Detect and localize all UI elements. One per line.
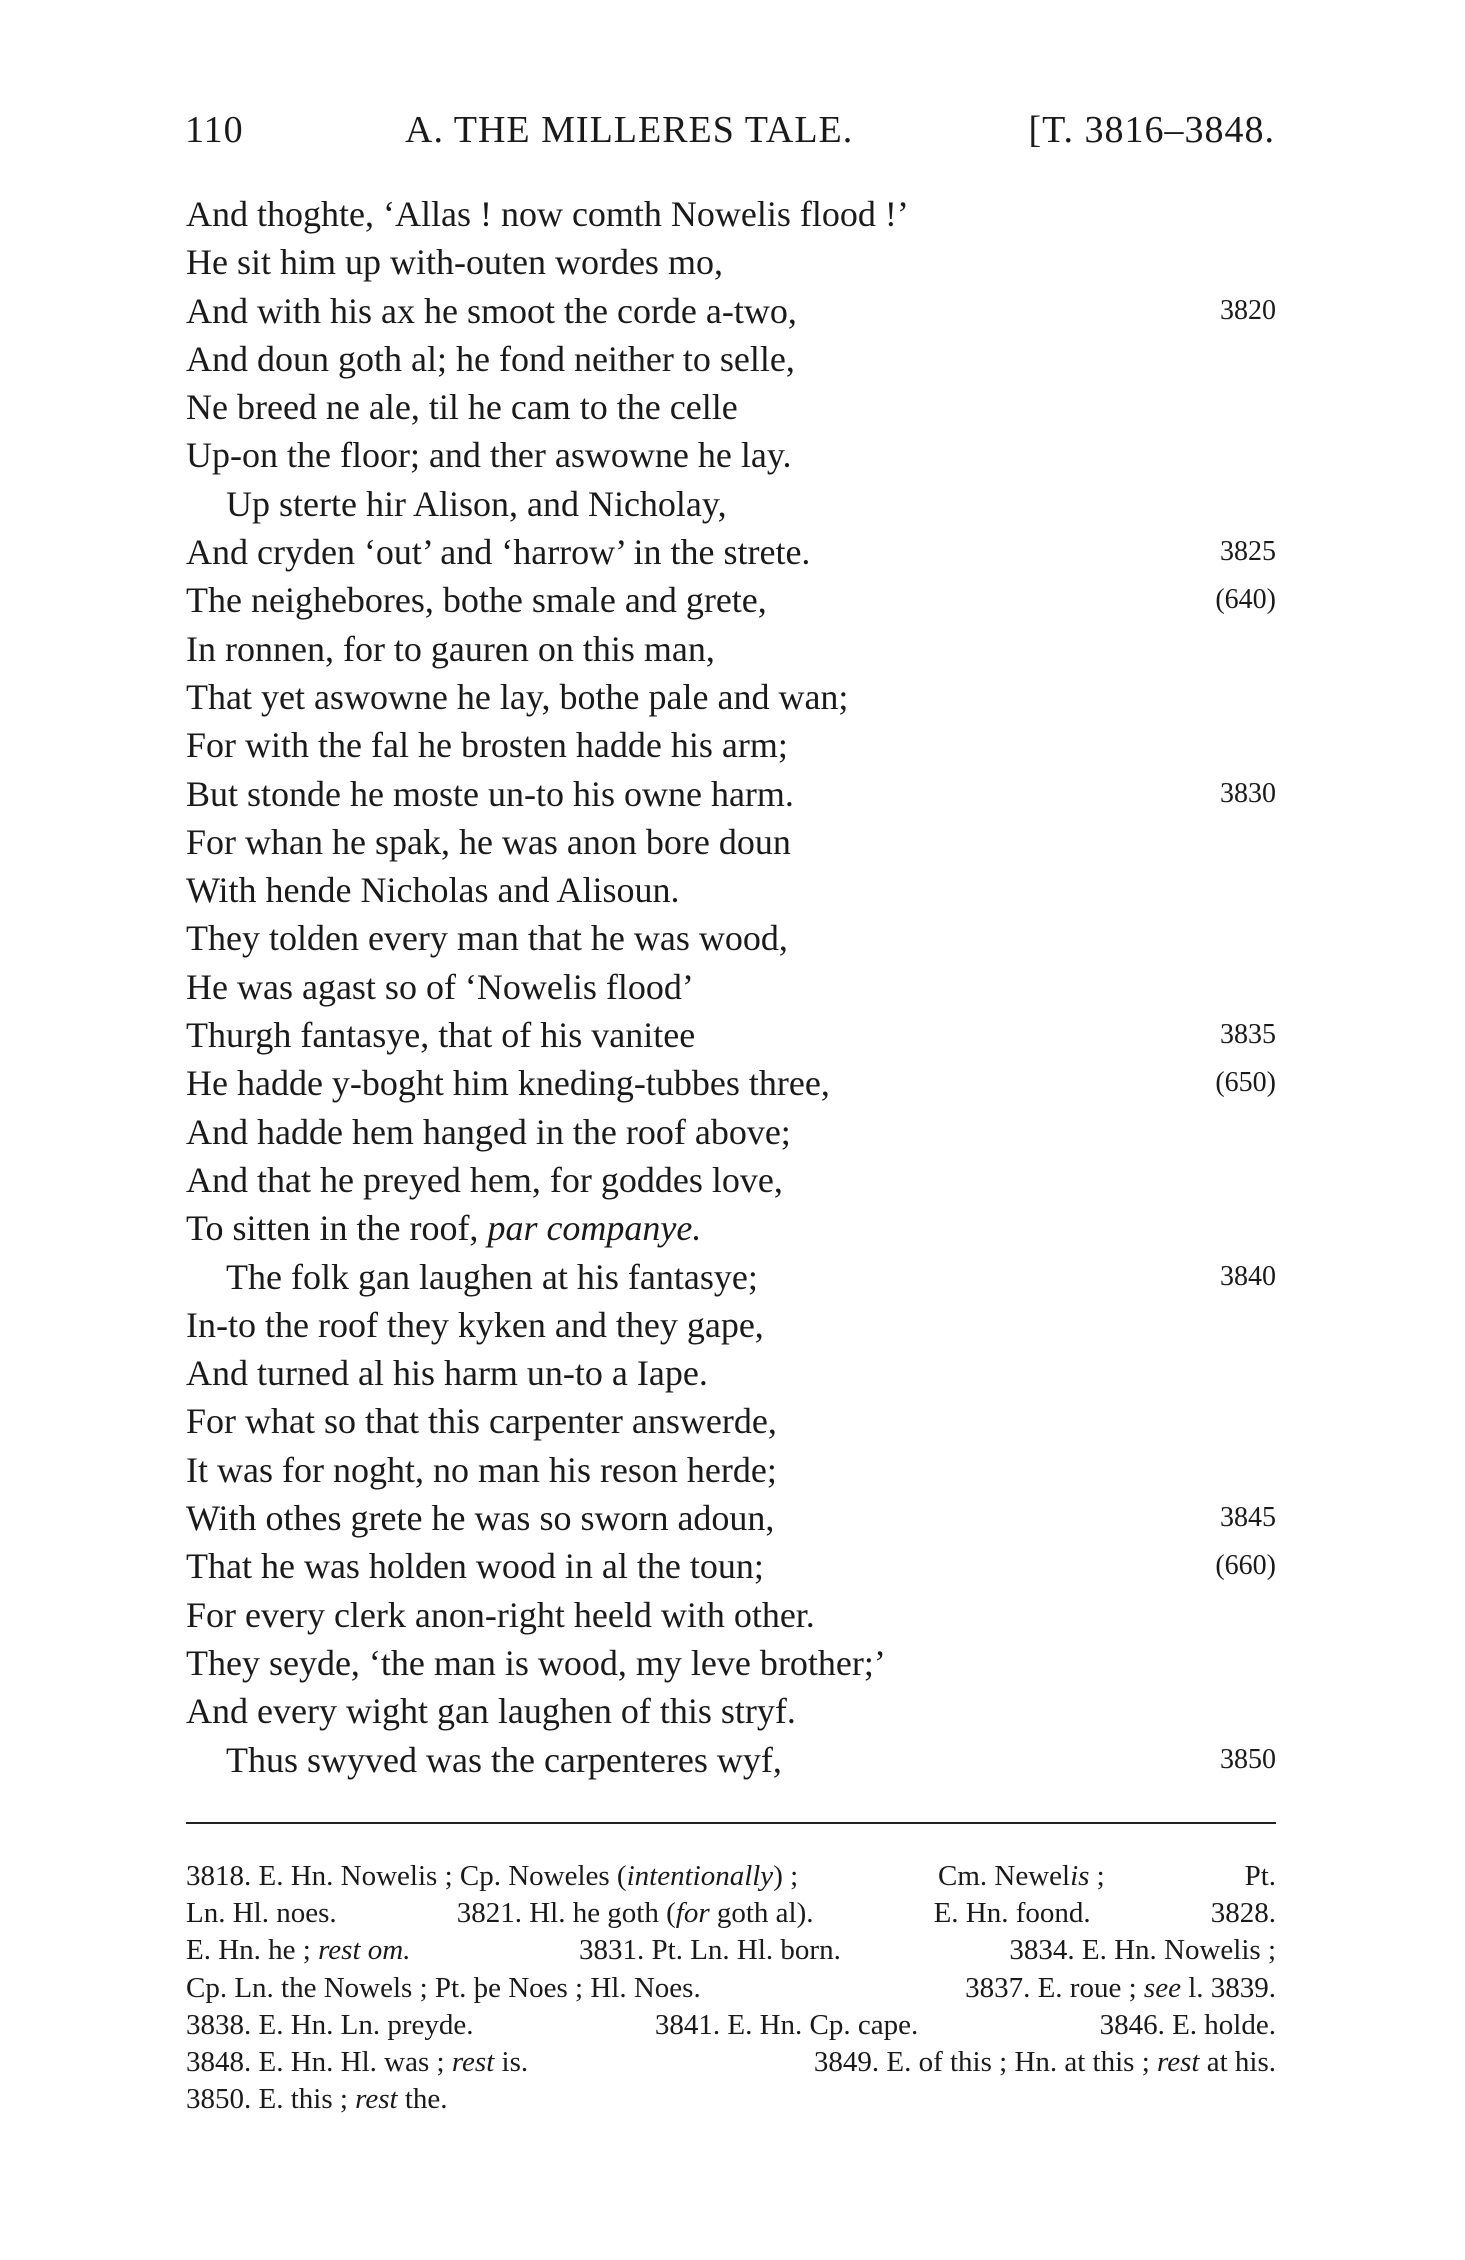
poem-line-text: Ne breed ne ale, til he cam to the celle [186, 387, 738, 428]
poem-line [186, 528, 1276, 576]
poem-line-text: In ronnen, for to gauren on this man, [186, 628, 715, 669]
poem-line [186, 1687, 1276, 1735]
footnote-line [186, 1895, 1276, 1932]
line-range: [T. 3816–3848. [1028, 109, 1275, 151]
poem-line-text: That yet aswowne he lay, bothe pale and wan; [186, 676, 849, 717]
poem-line [186, 1639, 1276, 1687]
poem-line-text: He sit him up with-outen wordes mo, [186, 242, 723, 283]
poem-line-text: And hadde hem hanged in the roof above; [186, 1111, 791, 1152]
line-number: 3840 [1220, 1260, 1276, 1292]
poem-line [186, 287, 1276, 335]
poem-line [186, 238, 1276, 286]
poem-line [186, 721, 1276, 769]
footnote-italic: rest [355, 2083, 398, 2116]
poem-text [186, 190, 1276, 1784]
footnote-entry: 3837. E. roue ; see l. 3839. [965, 1971, 1276, 2004]
poem-line-text: But stonde he moste un-to his owne harm. [186, 773, 794, 814]
poem-line [186, 431, 1276, 479]
poem-line-text: For what so that this carpenter answerde, [186, 1401, 777, 1442]
poem-line-text: It was for noght, no man his reson herde; [186, 1449, 777, 1490]
footnote-line [186, 2044, 1276, 2081]
footnote-entry: 3834. E. Hn. Nowelis ; [1009, 1934, 1276, 1967]
footnote-entry: Pt. [1244, 1860, 1276, 1892]
poem-line-text: He was agast so of ‘Nowelis flood’ [186, 966, 694, 1007]
poem-line [186, 1059, 1276, 1107]
italic-phrase: par companye. [487, 1208, 702, 1249]
footnote-entry: 3821. Hl. he goth (for goth al). [456, 1897, 814, 1930]
poem-line-text: Thurgh fantasye, that of his vanitee [186, 1015, 696, 1056]
poem-line [186, 1446, 1276, 1494]
footnote-line [186, 1970, 1276, 2007]
poem-line [186, 1397, 1276, 1445]
footnote-entry: Ln. Hl. noes. [186, 1897, 337, 1930]
poem-line-text: Up sterte hir Alison, and Nicholay, [226, 483, 727, 524]
poem-line [186, 914, 1276, 962]
poem-line [186, 1108, 1276, 1156]
footnote-entry: 3841. E. Hn. Cp. cape. [654, 2008, 919, 2041]
poem-line-text: In-to the roof they kyken and they gape, [186, 1304, 764, 1345]
footnote-italic: for [675, 1897, 710, 1930]
poem-line [186, 335, 1276, 383]
poem-line [186, 190, 1276, 238]
poem-line [186, 1494, 1276, 1542]
footnote-entry: Cp. Ln. the Nowels ; Pt. þe Noes ; Hl. Noes. [186, 1971, 701, 2004]
poem-line [186, 1349, 1276, 1397]
poem-line [186, 1011, 1276, 1059]
page-number: 110 [185, 109, 244, 151]
poem-line [186, 1156, 1276, 1204]
line-number: 3845 [1220, 1502, 1276, 1534]
poem-line [186, 1253, 1276, 1301]
footnote-entry: 3846. E. holde. [1099, 2008, 1276, 2041]
line-number: 3830 [1220, 777, 1276, 809]
footnote-line [186, 1932, 1276, 1969]
running-header [185, 108, 1275, 152]
poem-line-text: And doun goth al; he fond neither to selle, [186, 338, 795, 379]
poem-line-text: They seyde, ‘the man is wood, my leve brother;’ [186, 1642, 886, 1683]
footnote-entry: 3828. [1210, 1897, 1276, 1930]
poem-line-text: To sitten in the roof, par companye. [186, 1208, 702, 1249]
poem-line-text: Up-on the floor; and ther aswowne he lay. [186, 435, 792, 476]
footnote-italic: rest [1157, 2045, 1200, 2078]
footnote-line [186, 2007, 1276, 2044]
poem-line [186, 963, 1276, 1011]
poem-line-text: For whan he spak, he was anon bore doun [186, 821, 791, 862]
poem-line-text: For every clerk anon-right heeld with other. [186, 1594, 815, 1635]
footnote-entry: 3838. E. Hn. Ln. preyde. [186, 2008, 474, 2041]
poem-line-text: Thus swyved was the carpenteres wyf, [226, 1739, 782, 1780]
poem-line [186, 576, 1276, 624]
poem-line-text: And cryden ‘out’ and ‘harrow’ in the strete. [186, 532, 811, 573]
footnote-divider [186, 1822, 1276, 1824]
poem-line [186, 480, 1276, 528]
footnote-italic: is [1070, 1860, 1090, 1892]
poem-line [186, 866, 1276, 914]
line-number: 3835 [1220, 1019, 1276, 1051]
poem-line [186, 770, 1276, 818]
footnote-entry: 3831. Pt. Ln. Hl. born. [579, 1934, 841, 1967]
poem-line-text: And every wight gan laughen of this stryf. [186, 1691, 796, 1732]
footnote-entry: E. Hn. foond. [933, 1897, 1091, 1930]
poem-line-text: For with the fal he brosten hadde his arm; [186, 725, 788, 766]
line-number: 3820 [1220, 294, 1276, 326]
poem-line [186, 625, 1276, 673]
poem-line [186, 1591, 1276, 1639]
line-number: (640) [1215, 584, 1276, 616]
poem-line-text: And turned al his harm un-to a Iape. [186, 1353, 708, 1394]
footnote-entry: E. Hn. he ; rest om. [186, 1934, 411, 1967]
footnote-line [186, 1858, 1276, 1895]
poem-line [186, 383, 1276, 431]
footnote-entry: 3818. E. Hn. Nowelis ; Cp. Noweles (intentionally) ; [186, 1860, 799, 1892]
poem-line [186, 1301, 1276, 1349]
poem-line [186, 1542, 1276, 1590]
footnote-entry: Cm. Newelis ; [937, 1860, 1105, 1892]
poem-line-text: The folk gan laughen at his fantasye; [226, 1256, 758, 1297]
poem-line [186, 1204, 1276, 1252]
footnote-italic: rest [451, 2045, 495, 2078]
footnote-entry: 3849. E. of this ; Hn. at this ; rest at his. [813, 2045, 1276, 2078]
poem-line [186, 673, 1276, 721]
line-number: (650) [1215, 1067, 1276, 1099]
poem-line-text: The neighebores, bothe smale and grete, [186, 580, 767, 621]
poem-line-text: He hadde y-boght him kneding-tubbes three, [186, 1063, 830, 1104]
line-number: 3850 [1220, 1743, 1276, 1775]
line-number: 3825 [1220, 536, 1276, 568]
footnotes [186, 1858, 1276, 2118]
footnote-italic: see [1143, 1971, 1181, 2004]
footnote-italic: intentionally [626, 1860, 774, 1892]
poem-line-text: And that he preyed hem, for goddes love, [186, 1159, 783, 1200]
poem-line [186, 1736, 1276, 1784]
footnote-entry: 3850. E. this ; rest the. [186, 2083, 448, 2116]
footnote-italic: rest om. [318, 1934, 411, 1967]
poem-line-text: That he was holden wood in al the toun; [186, 1546, 764, 1587]
page-title: A. THE MILLERES TALE. [405, 109, 854, 151]
line-number: (660) [1215, 1550, 1276, 1582]
poem-line-text: And thoghte, ‘Allas ! now comth Nowelis flood !’ [186, 194, 909, 234]
poem-line-text: They tolden every man that he was wood, [186, 918, 788, 959]
poem-line-text: And with his ax he smoot the corde a-two, [186, 290, 797, 331]
poem-line-text: With othes grete he was so sworn adoun, [186, 1498, 775, 1539]
poem-line [186, 818, 1276, 866]
poem-line-text: With hende Nicholas and Alisoun. [186, 870, 680, 911]
footnote-line [186, 2081, 1276, 2118]
footnote-entry: 3848. E. Hn. Hl. was ; rest is. [186, 2045, 529, 2078]
